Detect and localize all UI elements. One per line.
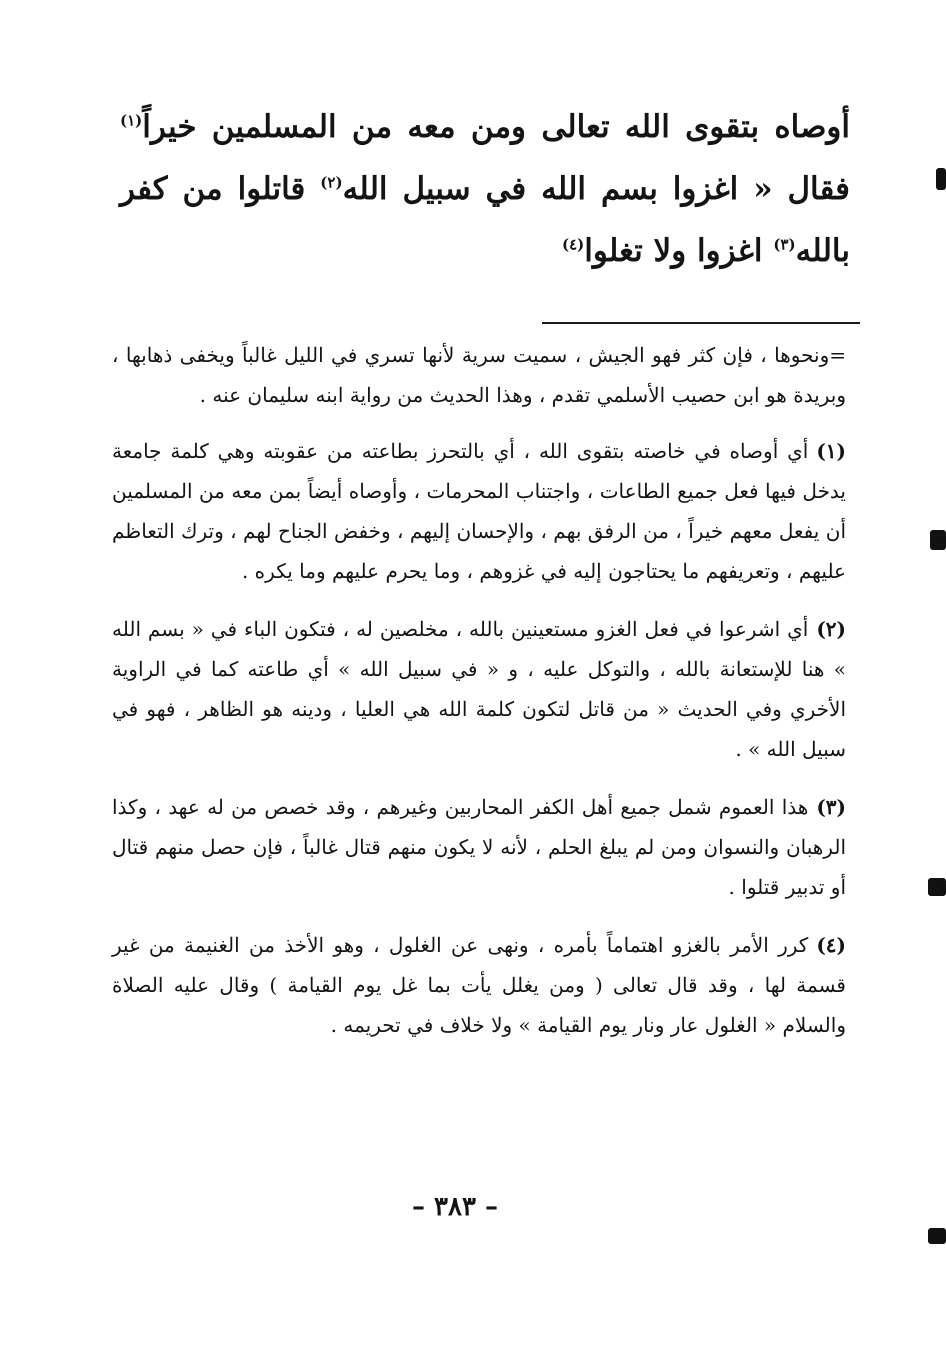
footnote-number: (١) bbox=[816, 439, 846, 463]
footnote-1 bbox=[112, 431, 846, 591]
main-paragraph bbox=[120, 96, 850, 282]
scan-edge-mark bbox=[936, 168, 946, 190]
scan-edge-mark bbox=[928, 878, 946, 896]
footnote-divider bbox=[542, 322, 860, 324]
footnote-text: هذا العموم شمل جميع أهل الكفر المحاربين وغيرهم ، وقد خصص من له عهد ، وكذا الرهبان والنسوان ومن لم يبلغ الحلم ، لأنه لا يكون منهم قتال غالباً ، فإن حصل منهم قتال أو تدبير قتلوا . bbox=[112, 795, 846, 899]
footnote-ref: (١) bbox=[120, 111, 143, 130]
footnote-3 bbox=[112, 787, 846, 907]
scan-edge-mark bbox=[928, 1228, 946, 1244]
main-text-segment: فقال « اغزوا بسم الله في سبيل الله bbox=[342, 171, 850, 207]
footnote-4 bbox=[112, 925, 846, 1045]
footnote-text: أي اشرعوا في فعل الغزو مستعينين بالله ، مخلصين له ، فتكون الباء في « بسم الله » هنا للإستعانة بالله ، والتوكل عليه ، و « في سبيل الله » أي طاعته كما في الراوية الأخري وفي الحديث « من قاتل لتكون كلمة الله هي العليا ، ودينه هو الظاهر ، فهو في سبيل الله » . bbox=[112, 617, 846, 761]
footnote-ref: (٣) bbox=[773, 235, 796, 254]
footnote-number: (٢) bbox=[816, 617, 846, 641]
footnote-text: أي أوصاه في خاصته بتقوى الله ، أي بالتحرز بطاعته من عقوبته وهي كلمة جامعة يدخل فيها فعل جميع الطاعات ، واجتناب المحرمات ، وأوصاه أيضاً بمن معه من المسلمين أن يفعل معهم خيراً ، من الرفق بهم ، والإحسان إليهم ، وخفض الجناح لهم ، وترك التعاظم عليهم ، وتعريفهم ما يحتاجون إليه في غزوهم ، وما يحرم عليهم وما يكره . bbox=[112, 439, 846, 583]
footnote-ref: (٤) bbox=[562, 235, 585, 254]
scan-edge-mark bbox=[930, 530, 946, 550]
footnote-ref: (٢) bbox=[320, 173, 343, 192]
footnote-number: (٤) bbox=[816, 933, 846, 957]
page-number: – ٣٨٣ – bbox=[411, 1192, 499, 1222]
footnotes-section bbox=[112, 335, 846, 1063]
footnote-continuation: =ونحوها ، فإن كثر فهو الجيش ، سميت سرية لأنها تسري في الليل غالباً ويخفى ذهابها ، وبريدة هو ابن حصيب الأسلمي تقدم ، وهذا الحديث من رواية ابنه سليمان عنه . bbox=[112, 343, 846, 407]
footnote-number: (٣) bbox=[816, 795, 846, 819]
main-text-segment: اغزوا ولا تغلوا bbox=[584, 233, 763, 269]
main-text bbox=[120, 96, 850, 282]
main-text-segment: قاتلوا من كفر بالله bbox=[120, 171, 850, 269]
footnote-text: كرر الأمر بالغزو اهتماماً بأمره ، ونهى عن الغلول ، وهو الأخذ من الغنيمة من غير قسمة لها ، وقد قال تعالى ( ومن يغلل يأت بما غل يوم القيامة ) وقال عليه الصلاة والسلام « الغلول عار ونار يوم القيامة » ولا خلاف في تحريمه . bbox=[112, 933, 846, 1037]
main-text-segment: أوصاه بتقوى الله تعالى ومن معه من المسلمين خيراً bbox=[142, 109, 850, 145]
footnote-2 bbox=[112, 609, 846, 769]
